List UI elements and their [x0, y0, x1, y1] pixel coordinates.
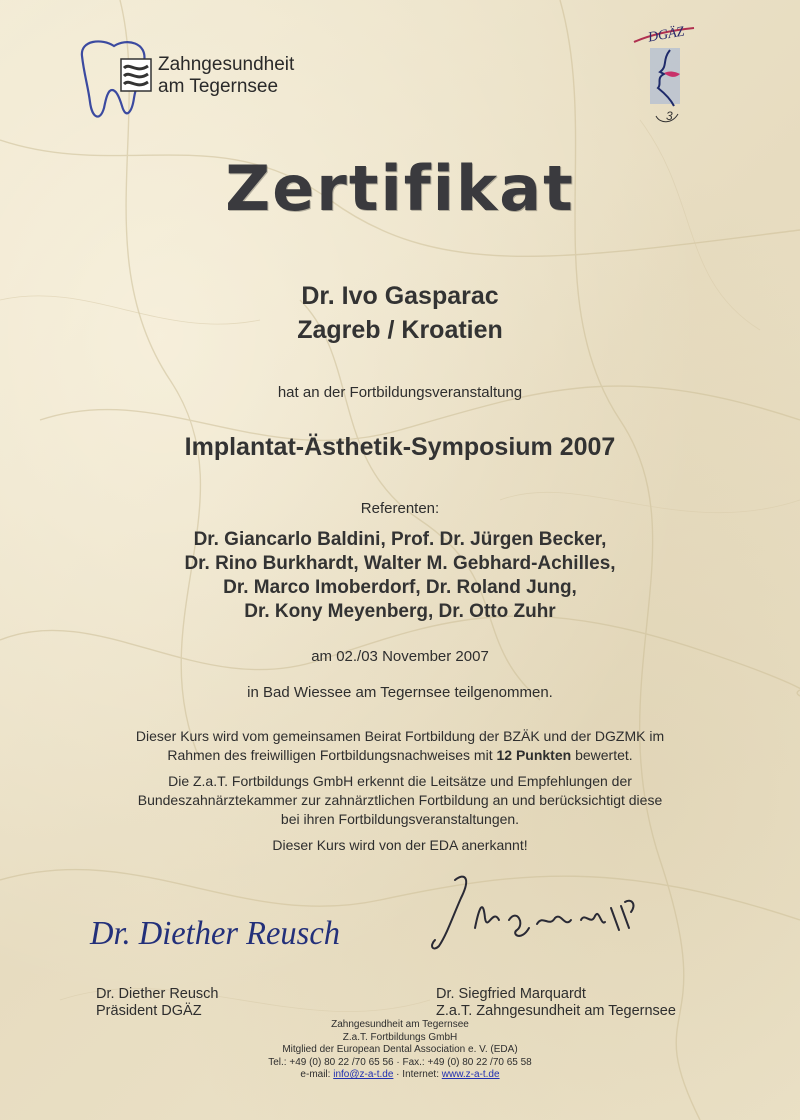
header-logo	[72, 36, 332, 126]
footer-internet-link[interactable]: www.z-a-t.de	[441, 1069, 500, 1080]
signer-right-name: Dr. Siegfried Marquardt	[436, 986, 586, 1002]
zat-line: Bundeszahnärztekammer zur zahnärztlichen Fortbildung an und berücksichtigt diese	[137, 792, 663, 808]
signer-right-role: Z.a.T. Zahngesundheit am Tegernsee	[436, 1003, 676, 1019]
signer-left	[96, 986, 219, 1020]
footer-line3: Mitglied der European Dental Association e. V. (EDA)	[282, 1044, 518, 1055]
signature-right	[425, 868, 645, 958]
referenten-list	[0, 528, 800, 624]
footer-internet-label: · Internet:	[393, 1069, 442, 1080]
points-text	[0, 727, 800, 765]
points-line2	[0, 746, 800, 765]
zat-line: bei ihren Fortbildungsveranstaltungen.	[280, 811, 520, 827]
points-value: 12 Punkten	[496, 747, 572, 763]
signature-left-script: Dr. Diether Reusch	[89, 915, 340, 952]
logo-line2: am Tegernsee	[158, 76, 279, 97]
dgaz-mouth-logo-icon	[628, 16, 698, 126]
event-date: am 02./03 November 2007	[311, 648, 489, 665]
wave-mark-icon	[120, 58, 152, 92]
recipient-location: Zagreb / Kroatien	[297, 316, 503, 344]
footer-contact	[0, 1069, 800, 1082]
recipient-block	[0, 279, 800, 347]
signature-left	[88, 900, 348, 960]
footer	[0, 1019, 800, 1082]
signer-left-role: Präsident DGÄZ	[96, 1003, 202, 1019]
intro-text: hat an der Fortbildungsveranstaltung	[277, 384, 523, 401]
referenten-line: Dr. Kony Meyenberg, Dr. Otto Zuhr	[244, 601, 556, 622]
dgaz-label: DGÄZ	[646, 24, 686, 46]
footer-email-link[interactable]: info@z-a-t.de	[333, 1069, 394, 1080]
referenten-line: Dr. Giancarlo Baldini, Prof. Dr. Jürgen Becker,	[193, 529, 607, 550]
signer-left-name: Dr. Diether Reusch	[96, 986, 219, 1002]
signer-right	[436, 986, 676, 1020]
points-line2-pre: Rahmen des freiwilligen Fortbildungsnachweises mit	[167, 747, 497, 763]
zat-text	[0, 772, 800, 829]
eda-text: Dieser Kurs wird von der EDA anerkannt!	[272, 837, 528, 853]
footer-tel: Tel.: +49 (0) 80 22 /70 65 56 · Fax.: +49 (0) 80 22 /70 65 58	[268, 1056, 532, 1068]
zat-line: Die Z.a.T. Fortbildungs GmbH erkennt die Leitsätze und Empfehlungen der	[168, 773, 632, 789]
points-line1: Dieser Kurs wird vom gemeinsamen Beirat Fortbildung der BZÄK und der DGZMK im	[135, 728, 665, 744]
footer-line1: Zahngesundheit am Tegernsee	[331, 1019, 469, 1030]
dgaz-sub: 3	[666, 109, 673, 123]
event-place: in Bad Wiessee am Tegernsee teilgenommen.	[247, 684, 553, 701]
footer-line2: Z.a.T. Fortbildungs GmbH	[342, 1031, 458, 1043]
footer-email-label: e-mail:	[300, 1069, 334, 1080]
points-line2-post: bewertet.	[571, 747, 633, 763]
event-title: Implantat-Ästhetik-Symposium 2007	[184, 433, 616, 461]
referenten-line: Dr. Marco Imoberdorf, Dr. Roland Jung,	[223, 577, 577, 598]
referenten-line: Dr. Rino Burkhardt, Walter M. Gebhard-Achilles,	[184, 553, 616, 574]
certificate-title: Zertifikat	[225, 152, 575, 225]
recipient-name: Dr. Ivo Gasparac	[301, 282, 499, 310]
referenten-label: Referenten:	[360, 500, 440, 517]
logo-line1: Zahngesundheit	[158, 54, 295, 75]
